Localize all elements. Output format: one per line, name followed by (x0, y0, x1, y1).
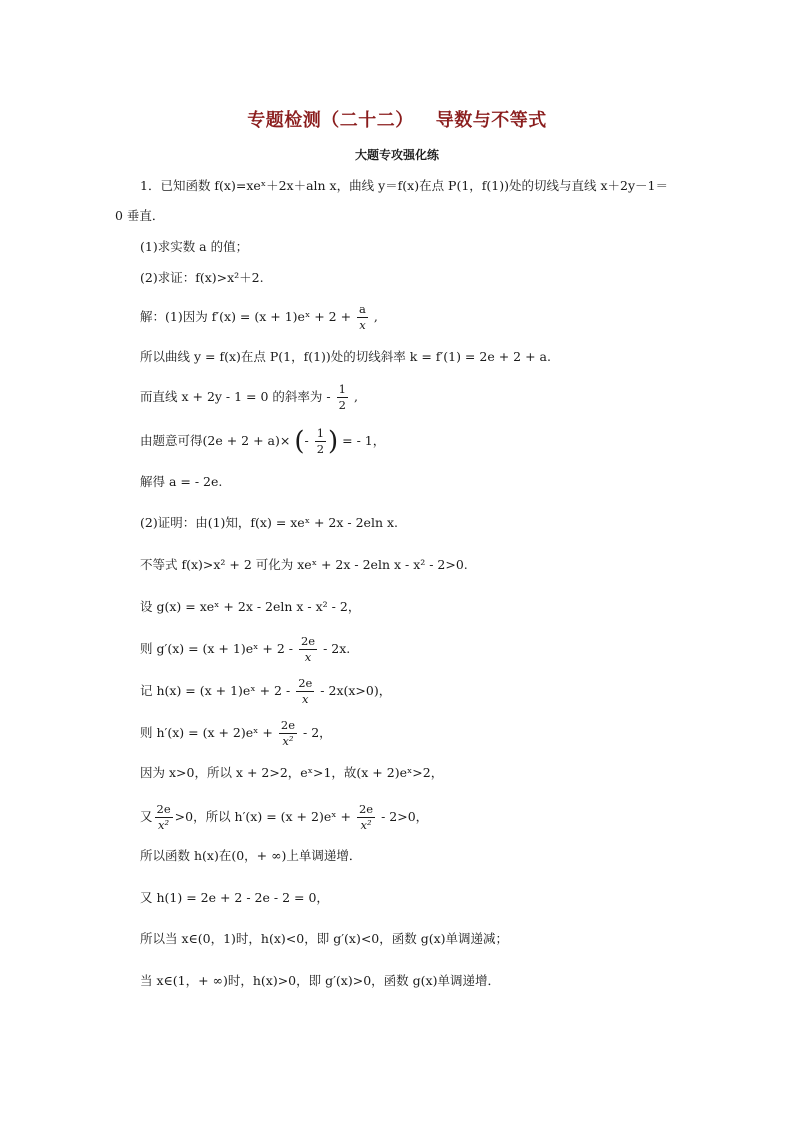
problem-stem-line1: 1．已知函数 f(x)=xeˣ＋2x＋aln x，曲线 y＝f(x)在点 P(1，f(1))处的切线与直线 x＋2y－1＝ (140, 178, 668, 193)
fraction: $\frac{2e}{\text{x²}}$ (280, 718, 296, 748)
fraction: $\frac{2e}{\text{x²}}$ (358, 802, 374, 832)
fraction: $\frac{2e}{x}$ (300, 634, 316, 664)
solution-line-7: 不等式 f(x)>x² + 2 可化为 xeˣ + 2x - 2eln x - x² - 2>0. (140, 557, 468, 572)
solution-line-9: 则 g′(x) = (x + 1)eˣ + 2 - $\frac{2e}{x}$ - 2x. (140, 634, 351, 664)
solution-line-17: 当 x∈(1，+ ∞)时，h(x)>0，即 g′(x)>0，函数 g(x)单调递增． (140, 973, 500, 988)
solution-line-1: 解：(1)因为 f′(x) = (x + 1)eˣ + 2 + $\frac{a}{x}$ , (140, 302, 378, 332)
fraction: $\frac{2e}{\text{x²}}$ (156, 802, 171, 832)
solution-line-2: 所以曲线 y = f(x)在点 P(1，f(1))处的切线斜率 k = f′(1) = 2e + 2 + a. (140, 349, 551, 364)
solution-line-6: (2)证明：由(1)知，f(x) = xeˣ + 2x - 2eln x. (140, 515, 398, 530)
solution-line-12: 因为 x>0，所以 x + 2>2，eˣ>1，故(x + 2)eˣ>2， (140, 765, 444, 780)
solution-line-8: 设 g(x) = xeˣ + 2x - 2eln x - x² - 2， (140, 599, 361, 614)
solution-line-13: 又 $\frac{2e}{\text{x²}}$ >0，所以 h′(x) = (x + 2)eˣ + $\frac{2e}{\text{x²}}$ - 2>0， (140, 802, 429, 832)
problem-part2: (2)求证：f(x)>x²＋2. (140, 270, 264, 285)
solution-line-10: 记 h(x) = (x + 1)eˣ + 2 - $\frac{2e}{x}$ - 2x(x>0)， (140, 676, 392, 706)
fraction: $\frac{1}{2}$ (316, 426, 325, 456)
fraction: $\frac{a}{x}$ (359, 302, 366, 332)
solution-line-16: 所以当 x∈(0，1)时，h(x)<0，即 g′(x)<0，函数 g(x)单调递减； (140, 931, 509, 946)
section-subtitle: 大题专攻强化练 (354, 148, 439, 162)
solution-line-5: 解得 a = - 2e. (140, 474, 223, 489)
title-topic: 导数与不等式 (435, 110, 547, 131)
page-title (0, 106, 794, 132)
solution-line-3: 而直线 x + 2y - 1 = 0 的斜率为 - $\frac{1}{2}$ , (140, 382, 358, 412)
solution-line-14: 所以函数 h(x)在(0，+ ∞)上单调递增． (140, 848, 362, 863)
fraction: $\frac{2e}{x}$ (298, 676, 313, 706)
solution-line-15: 又 h(1) = 2e + 2 - 2e - 2 = 0， (140, 890, 329, 905)
solution-line-11: 则 h′(x) = (x + 2)eˣ + $\frac{2e}{\text{x²}}$ - 2， (140, 718, 332, 748)
title-main: 专题检测（二十二） (247, 110, 414, 131)
fraction: $\frac{1}{2}$ (338, 382, 346, 412)
solution-line-4: 由题意可得(2e + 2 + a)× (- $\frac{1}{2}$ ) = - 1， (140, 426, 386, 457)
problem-stem-line2: 0 垂直． (115, 208, 165, 223)
problem-part1: (1)求实数 a 的值； (140, 239, 249, 254)
